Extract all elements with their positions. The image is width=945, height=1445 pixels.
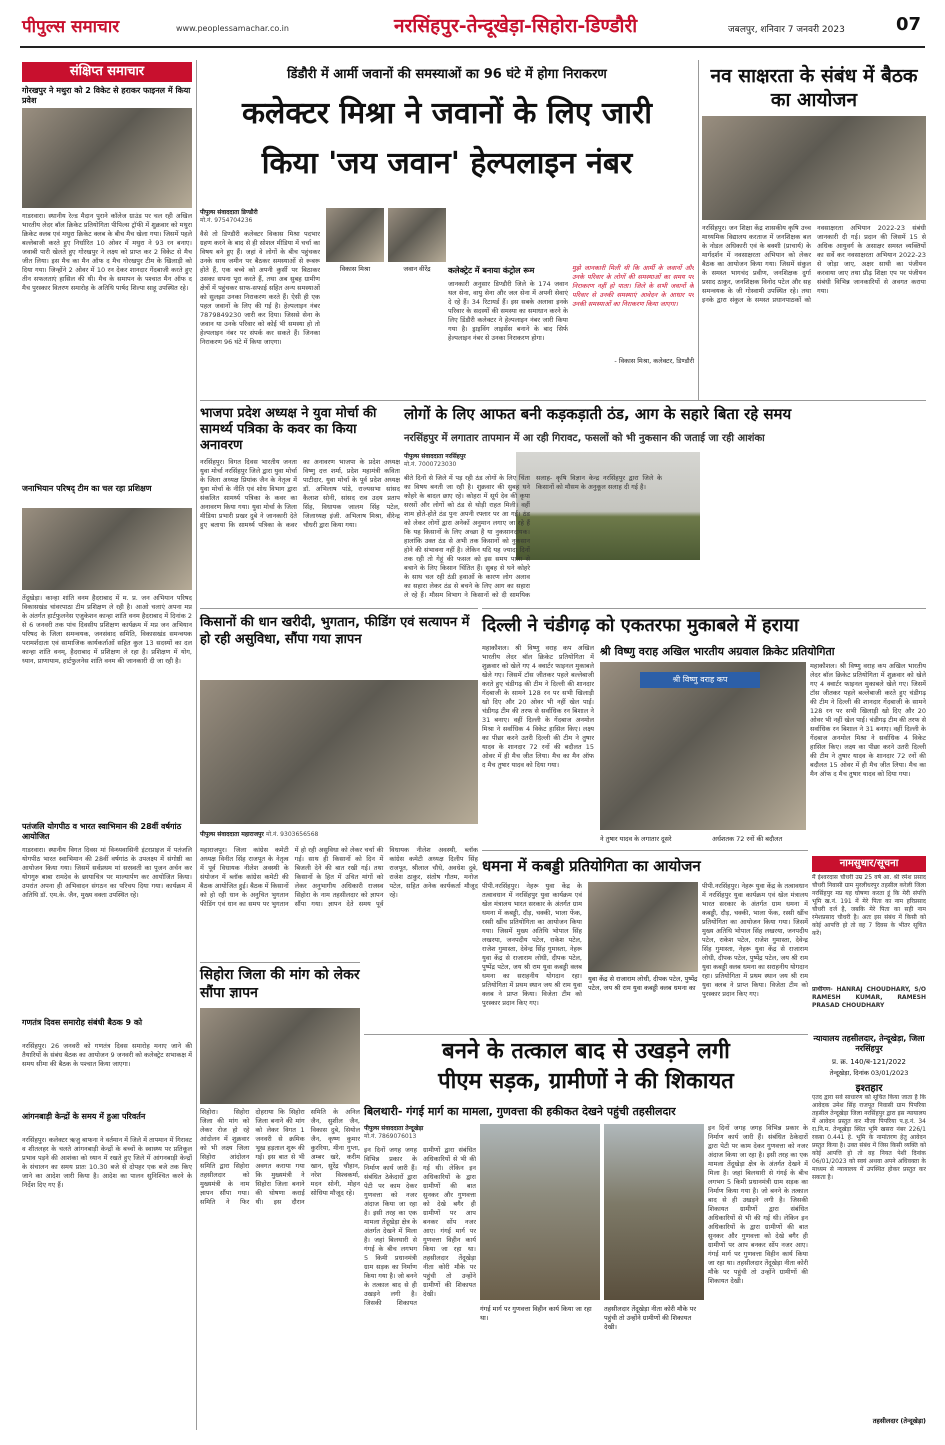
farmers-mobile: मो.नं. 9303656568 xyxy=(265,831,319,838)
road-body: इन दिनों जगह जगह विभिन्न प्रकार के निर्माण कार्य जारी हैं। संबंधित ठेकेदारों द्वारा पेटी पर काम देकर गुणवत्ता को नजर अंदाज किया जा रहा है। इसी तरह का एक मामला तेंदूखेड़ा क्षेत्र के अंतर्गत देखने में मिला है। जहां बिलथारी से गंगई के बीच लगभग 5 किमी प्रधानमंत्री ग्राम सड़क का निर्माण किया गया है। जो बनने के तत्काल बाद से ही उखड़ने लगी है। जिसकी शिकायत ग्रामीणों द्वारा संबंधित अधिकारियों से भी की गई थी। लेकिन इन अधिकारियों के द्वारा ग्रामीणों की बात सुनकर और गुणवत्ता को देखे बगैर ही ग्रामीणों पर आप बनकर सोंप नजर आए। गंगई मार्ग पर गुणवत्ता विहीन कार्य किया जा रहा था। तहसीलदार तेंदूखेड़ा नीता कोरी मौके पर पहुंची तो उन्होंने ग्रामीणों की शिकायत देखी। xyxy=(364,1146,476,1307)
lead-quote: मुझे जानकारी मिली थी कि आर्मी के जवानों और उनके परिवार के लोगों की समस्याओं का समय पर निराकरण नहीं हो पाता। जिले के सभी जवानों के परिवार से उनकी समस्याएं आवेदन के आधार पर उनकी समस्याओं का निराकरण किया जाएगा। xyxy=(572,264,694,308)
farmers-byline-place: महाराजपुर xyxy=(241,831,264,838)
farmers-headline: किसानों की धान खरीदी, भुगतान, फीडिंग एवं सत्यापन में हो रही असुविधा, सौंपा गया ज्ञापन xyxy=(200,615,470,647)
ishtehar-header: इश्तहार xyxy=(855,1083,883,1094)
brief-title-3: पतंजलि योगपीठ व भारत स्वाभिमान की 28वीं वर्षगांठ आयोजित xyxy=(22,822,182,841)
brief-body-5: नरसिंहपुर। कलेक्टर ऋजु बाफना ने वर्तमान में जिले में तापमान में गिरावट व शीतलहर के चलते आंगनबाड़ी केन्द्रों के बच्चों के स्वास्थ्य पर प्रतिकूल प्रभाव पड़ने की आशंका को ध्यान में रखते हुए जिले में आंगनबाड़ी केन्द्रों के संचालन का समय प्रातः 10.30 बजे से दोपहर एक बजे तक किए जाने का आदेश जारी किया है। आदेश का पालन सुनिश्चित करने के निर्देश दिए गए हैं। xyxy=(22,1136,192,1189)
literacy-body: नरसिंहपुर। जन शिक्षा केंद्र शासकीय कृषि उच्च माध्यमिक विद्यालय करताज में जनशिक्षक बल के नोडल अधिकारी एवं के बक्शी (प्राचार्य) के मार्गदर्शन में नवसाक्षरता अभियान को लेकर बैठक का आयोजन किया गया। जिसमें संकुल के समस्त भागचंद प्रवीण, जनशिक्षक दुर्गा प्रसाद ठाकुर, जनशिक्षक विनोद पटेल और सह समन्वयक के जी गोस्वामी उपस्थित रहे। तथा इनके द्वारा संकुल के समस्त प्रधानपाठकों को नवसाक्षरता अभियान 2022-23 संबंधी जानकारी दी गई। प्रदान की जिसमें 15 से अधिक आयुवर्ग के असाक्षर समस्त व्यक्तियों का सर्वे कर नवसाक्षरता अभियान 2022-23 से जोड़ा जाए, अक्षर साथी का पंजीयन करवाया जाए तथा प्रौढ़ शिक्षा एप पर पंजीयन संबंधी विभिन्न जानकारियों से अवगत कराया गया। xyxy=(702,224,926,304)
brief-title-1: गोरखपुर ने मथुरा को 2 विकेट से हराकर फाइनल में किया प्रवेश xyxy=(22,86,191,105)
left-column-rule xyxy=(196,60,197,1430)
farmers-body: महाराजपुर। जिला कांग्रेस कमेटी अध्यक्ष विनीत सिंह राजपूत के नेतृत्व में पूर्व विधायक नीलेश अवस्थी के संयोजन में ब्लॉक कांग्रेस कमेटी की बैठक आयोजित हुई। बैठक में किसानों को हो रही धान के अनुचित भुगतान फीडिंग एवं धान का समय पर भुगतान में हो रही असुविधा को लेकर चर्चा की गई। साथ ही किसानों को दिन में बिजली देने की बात रखी गई। तथा किसानों के हित में उचित मांगों को लेकर अनुभागीय अधिकारी राजस्व सिहोरा के नाम तहसीलदार को ज्ञापन सौंपा गया। ज्ञापन देते समय पूर्व विधायक नीलेश अवस्थी, ब्लॉक कांग्रेस कमेटी अध्यक्ष दिलीप सिंह राजपूत, श्रीलाल चौधे, अवधेश दुबे, राजेश ठाकुर, संतोष गौतम, मनोज पटेल, सहित अनेक कार्यकर्ता मौजूद रहे। xyxy=(200,846,478,908)
brief-body-3: गाडरवारा। स्थानीय विगत दिवस मां विन्ध्यवासिनी इंटरप्राइज में पतंजलि योगपीठ भारत स्वाभिमान की 28वीं वर्षगांठ के उपलक्ष्य में संगोष्ठी का आयोजन किया गया। जिसमें सर्वप्रथम मां सरस्वती का पूजन अर्चन कर योगगुरु बाबा रामदेव के छायाचित्र पर माल्यार्पण कर आयोजित किया। उपरांत अपना ही अभिवादन संगठन का परिचय दिया गया। कार्यक्रम में अतिथि डॉ. एम.के. जैन, मुख्य वक्ता उपस्थित रहे। xyxy=(22,846,192,899)
brief-title-4: गणतंत्र दिवस समारोह संबंधी बैठक 9 को xyxy=(22,1018,143,1027)
bjp-body: नरसिंहपुर। विगत दिवस भारतीय जनता युवा मोर्चा नरसिंहपुर जिले द्वारा युवा मोर्चा के जिला अध्यक्ष प्रियांक जैन के नेतृत्व में युवा मोर्चा के नीति एवं शोध विभाग द्वारा संकलित सामर्थ्य पत्रिका के कवर का अनावरण किया गया। युवा मोर्चा के जिला मीडिया प्रभारी प्रखर दुबे ने जानकारी देते हुए बताया कि सामर्थ्य पत्रिका के कवर का अनावरण भाजपा के प्रदेश अध्यक्ष विष्णु दत्त शर्मा, प्रदेश महामंत्री कविता पाटीदार, युवा मोर्चा के पूर्व प्रदेश अध्यक्ष डॉ. अभिलाष पांडे, राज्यसभा सांसद कैलाश सोनी, सांसद राव उदय प्रताप सिंह, विधायक जालम सिंह पटेल, जिलाध्यक्ष इंजी. अभिलाष मिश्रा, वीरेन्द्र चौधरी द्वारा किया गया। xyxy=(200,458,400,529)
soldier-portrait xyxy=(388,208,446,262)
sihora-photo xyxy=(200,1008,360,1104)
cricket-team-photo xyxy=(600,662,806,830)
bjp-headline: भाजपा प्रदेश अध्यक्ष ने युवा मोर्चा की सामर्थ्य पत्रिका के कवर का किया अनावरण xyxy=(200,406,377,453)
kabaddi-rule xyxy=(482,850,808,851)
collector-caption: विकास मिश्रा xyxy=(339,265,371,273)
farmers-rule xyxy=(200,608,478,609)
road-caption-left: गंगई मार्ग पर गुणवत्ता विहीन कार्य किया जा रहा था। xyxy=(480,1305,592,1322)
ishtehar-footer: तहसीलदार (तेन्दूखेड़ा) xyxy=(872,1417,926,1425)
cricket-subheadline: श्री विष्णु वराह अखिल भारतीय अग्रवाल क्रिकेट प्रतियोगिता xyxy=(600,645,835,658)
cold-headline: लोगों के लिए आफत बनी कड़कड़ाती ठंड, आग के सहारे बिता रहे समय xyxy=(404,405,792,423)
memorandum-photo xyxy=(200,680,478,824)
kabaddi-headline: धमना में कबड्डी प्रतियोगिता का आयोजन xyxy=(482,857,701,875)
road-photo-left xyxy=(480,1124,600,1300)
notice-signed: प्रार्थीगण- HANRAJ CHOUDHARY, S/O RAMESH KUMAR, RAMESH PRASAD CHOUDHARY xyxy=(812,986,926,1009)
road-headline-1: बनने के तत्काल बाद से उखड़ने लगी xyxy=(442,1039,730,1064)
sihora-body: सिहोरा। सिहोरा जिला की मांग को लेकर रोज हो रहे आंदोलन में शुक्रवार को भी लक्ष्य जिला सिहोरा आंदोलन समिति द्वारा सिहोरा तहसीलदार को मुख्यमंत्री के नाम ज्ञापन सौंपा गया। समिति ने फिर दोहराया कि सिहोरा जिला बनाने की मांग को लेकर विगत 1 जनवरी से क्रमिक भूख हड़ताल शुरू की गई। इस बात से भी अवगत कराया गया कि मुख्यमंत्री ने सिहोरा जिला बनाने की घोषणा कराई थी। इस दौरान समिति के अनिल जैन, सुशील जैन, विकास दुबे, सियोल जैन, कृष्ण कुमार कुररिया, मीना गुप्ता, अम्बर खरे, करीम खान, सुरेंद्र चौहान, नरेश विश्वकर्मा, मदन सोनी, मोहन सोधिया मौजूद रहे। xyxy=(200,1108,360,1206)
kabaddi-body: पीपी.नरसिंहपुर। नेहरू युवा केंद्र के तत्वावधान में नरसिंहपुर युवा कार्यक्रम एवं खेल मंत्रालय भारत सरकार के अंतर्गत ग्राम धमना में कबड्डी, दौड़, चक्की, भाला फेंक, रस्सी खींच प्रतियोगिता का आयोजन किया गया। जिसमें मुख्य अतिथि भोपाल सिंह लखरया, जनपदीय पटेल, राकेश पटेल, राजेश गुमास्ता, देवेन्द्र सिंह गुमास्ता, नेहरू युवा केंद्र से राजाराम लोधी, दीपक पटेल, पुष्पेंद्र पटेल, जय श्री राम युवा कबड्डी क्लब धमना का सराहनीय योगदान रहा। प्रतियोगिता में प्रथम स्थान जय श्री राम युवा क्लब ने प्राप्त किया। विजेता टीम को पुरस्कार प्रदान किए गए। xyxy=(482,882,582,1007)
road-caption-right: तहसीलदार तेंदूखेड़ा नीता कोरी मौके पर पहुंची तो उन्होंने ग्रामीणों की शिकायत देखी। xyxy=(604,1305,697,1331)
brief-title-2: जनाभियान परिषद् टीम का चल रहा प्रशिक्षण xyxy=(22,484,152,493)
lead-quote-box xyxy=(572,264,694,380)
collector-portrait xyxy=(326,208,384,262)
lead-rule xyxy=(698,60,699,400)
road-rule xyxy=(364,1034,808,1035)
road-byline-place: तेन्दूखेड़ा xyxy=(405,1125,424,1132)
road-headline-2: पीएम सड़क, ग्रामीणों ने की शिकायत xyxy=(438,1069,734,1094)
lead-quote-author: - विकास मिश्रा, कलेक्टर, डिण्डौरी xyxy=(614,357,694,365)
road-body-2: इन दिनों जगह जगह विभिन्न प्रकार के निर्माण कार्य जारी हैं। संबंधित ठेकेदारों द्वारा पेटी पर काम देकर गुणवत्ता को नजर अंदाज किया जा रहा है। इसी तरह का एक मामला तेंदूखेड़ा क्षेत्र के अंतर्गत देखने में मिला है। जहां बिलथारी से गंगई के बीच लगभग 5 किमी प्रधानमंत्री ग्राम सड़क का निर्माण किया गया है। जो बनने के तत्काल बाद से ही उखड़ने लगी है। जिसकी शिकायत ग्रामीणों द्वारा संबंधित अधिकारियों से भी की गई थी। लेकिन इन अधिकारियों के द्वारा ग्रामीणों की बात सुनकर और गुणवत्ता को देखे बगैर ही ग्रामीणों पर आप बनकर सोंप नजर आए। गंगई मार्ग पर गुणवत्ता विहीन कार्य किया जा रहा था। तहसीलदार तेंदूखेड़ा नीता कोरी मौके पर पहुंची तो उन्होंने ग्रामीणों की शिकायत देखी। xyxy=(708,1124,808,1285)
cricket-headline: दिल्ली ने चंडीगढ़ को एकतरफा मुकाबले में हराया xyxy=(482,615,799,636)
ishtehar-date: तेन्दूखेड़ा, दिनांक 03/01/2023 xyxy=(829,1069,909,1077)
brief-body-4: नरसिंहपुर। 26 जनवरी को गणतंत्र दिवस समारोह मनाए जाने की तैयारियों के संबंध बैठक का आयोजन 9 जनवरी को कलेक्ट्रेट सभाकक्ष में समय सीमा की बैठक के पश्चात किया जाएगा। xyxy=(22,1042,192,1068)
farmers-byline-name: पीपुल्स संवाददाता xyxy=(200,831,240,838)
lead-kicker: डिंडौरी में आर्मी जवानों की समस्याओं का 96 घंटे में होगा निराकरण xyxy=(287,67,607,82)
road-byline xyxy=(364,1124,476,1140)
page-number: 07 xyxy=(896,14,922,35)
cold-body: बीते दिनों से जिले में पड़ रही ठंड लोगों के लिए चिंता का विषय बनती जा रही है। शुक्रवार की सुबह घने कोहरे के बादल छाए रहे। कोहरा में सूर्य देव की कृपा सरसों और लोगों को ठंड से थोड़ी राहत मिली। वहीं शाम होते-होते ठंड पुनः अपनी रफ्तार पर आ गई। ठंड को लेकर लोगों द्वारा अनेकों अनुमान लगाए जा रहे हैं कि यह किसानों के लिए अच्छा है या नुकसानदायक। हालांकि उक्त ठंड से अभी तक किसानों को नुकसान होने की संभावना नहीं है। लेकिन यदि यह ज्यादा दिनों तक रही तो गेहूं की फसल को इस समय पाला से बचाने के लिए किसान चिंतित हैं। सुबह से घने कोहरे के साथ चल रही ठंडी हवाओं के कारण लोग अलाव का सहारा लेकर ठंड से बचने के लिए आग का सहारा ले रहे हैं। मौसम विभाग ने किसानों को दी सामयिक सलाह- कृषि विज्ञान केन्द्र नरसिंहपुर द्वारा जिले के किसानों को मौसम के अनुकूल सलाह दी गई है। xyxy=(404,474,662,599)
cricket-banner: श्री विष्णु वराह कप xyxy=(640,672,760,688)
cricket-caption-left: ने तुषार यादव के लगातार दूसरे xyxy=(600,835,672,843)
brand-logo: पीपुल्स समाचार xyxy=(22,17,120,37)
brief-header: संक्षिप्त समाचार xyxy=(22,62,192,82)
road-photo-right xyxy=(604,1124,704,1300)
masthead-rule xyxy=(20,46,925,48)
dateline: जबलपुर, शनिवार 7 जनवरी 2023 xyxy=(728,25,845,35)
cricket-rule xyxy=(482,608,926,609)
cold-byline-name: पीपुल्स संवाददाता xyxy=(404,453,444,460)
road-subheadline: बिलथारी- गंगई मार्ग का मामला, गुणवत्ता की हकीकत देखने पहुंची तहसीलदार xyxy=(364,1105,676,1118)
brief-body-1: गाडरवारा। स्थानीय रेल्ड मैदान पुराने कॉलेज ग्राउंड पर चल रही अखिल भारतीय लेदर बॉल क्रिकेट प्रतियोगिता पीपिल्स ट्रॉफी में शुक्रवार को मथुरा क्रिकेट क्लब एवं मथुरा क्रिकेट क्लब के बीच मैच खेला गया। जिसमें पहले बल्लेबाजी करते हुए निर्धारित 10 ओवर में मथुरा ने 93 रन बनाए। जवाबी पारी खेलते हुए गोरखपुर ने लक्ष्य को प्राप्त कर 2 विकेट से मैच जीत लिया। इस मैच का मैन ऑफ द मैच गोरखपुर टीम के खिलाड़ी को दिया गया। जिन्होंने 2 ओवर में 10 रन देकर शानदार गेंदबाजी करते हुए तीन सफलताएं हासिल की थी। मैच के समापन के पश्चात मैन ऑफ द मैच पुरस्कार वितरण समारोह के अतिथि पार्षद शिल्पा साहू उपस्थित रहे। xyxy=(22,212,192,292)
notice-header: नामसुधार/सूचना xyxy=(812,856,926,872)
soldier-caption: जवान वीरेंद्र xyxy=(403,265,431,273)
sihora-headline: सिहोरा जिला की मांग को लेकर सौंपा ज्ञापन xyxy=(200,967,360,1001)
lead-headline-1: कलेक्टर मिश्रा ने जवानों के लिए जारी xyxy=(241,96,653,131)
notice-body: मैं ईश्वरदास चौधरी उम्र 25 वर्ष आ. श्री रमेश प्रसाद चौधरी निवासी ग्राम मुरलीधरपुर तहसील करेली जिला नरसिंहपुर मप्र यह घोषणा करता हूं कि मेरी संपत्ति भूमि ख.नं. 191 में मेरे पिता का नाम हरिप्रसाद चौधरी दर्ज है, जबकि मेरे पिता का सही नाम रमेशप्रसाद चौधरी है। अतः इस संबंध में किसी को कोई आपत्ति हो तो वह 7 दिवस के भीतर सूचित करें। xyxy=(812,874,926,937)
masthead xyxy=(0,0,945,58)
lead-byline xyxy=(200,208,320,224)
road-byline-name: पीपुल्स संवाददाता xyxy=(364,1125,404,1132)
ishtehar-case: प्र. क्र. 140/ब-121/2022 xyxy=(831,1058,907,1066)
lead-body: वैसे तो डिण्डौरी कलेक्टर विकास मिश्रा पदभार ग्रहण करने के बाद से ही सोशल मीडिया में चर्चा का विषय बने हुए हैं। जहां वे लोगों के बीच पहुंचकर उनके साथ जमीन पर बैठकर समस्याओं से रूबरू होते हैं, एक बच्चे को अपनी कुर्सी पर बिठाकर उसका सपना पूरा करते हैं, तथा अब सुबह ग्रामीण क्षेत्रों में पहुंचकर साफ-सफाई सहित अन्य समस्याओं को सुलझा उनका निराकरण करते हैं। ऐसी ही एक पहल जवानों के लिए की गई है। हेल्पलाइन नंबर 7879849230 जारी कर दिया। जिससे सेना के जवान या उनके परिवार को कोई भी समस्या हो तो हेल्पलाइन नंबर पर संपर्क कर सकते हैं। जिनका निराकरण 96 घंटे में किया जाएगा। xyxy=(200,230,320,346)
meeting-photo xyxy=(702,116,926,220)
cold-mobile: मो.नं. 7000723030 xyxy=(404,461,457,468)
trophy-photo xyxy=(22,108,192,208)
lead-headline-2: किया 'जय जवान' हेल्पलाइन नंबर xyxy=(261,146,633,181)
cricket-caption-right: अर्धशतक 72 रनों की बदौलत xyxy=(712,835,783,843)
ishtehar-body: एतद द्वारा सर्व साधारण को सूचित किया जाता है कि आवेदक उमेश सिंह राजपूत निवासी ग्राम पिपरिया तहसील तेन्दूखेड़ा जिला नरसिंहपुर द्वारा इस न्यायालय में आवेदन प्रस्तुत कर मौजा पिपरिया प.ह.नं. 34 रा.नि.म. तेन्दूखेड़ा स्थित भूमि खसरा नंबर 226/1 रकबा 0.441 हे. भूमि के नामांतरण हेतु आवेदन प्रस्तुत किया है। उक्त संबंध में जिस किसी व्यक्ति को कोई आपत्ति हो तो वह नियत पेशी दिनांक 06/01/2023 को स्वयं अथवा अपने अधिवक्ता के माध्यम से न्यायालय में उपस्थित होकर प्रस्तुत कर सकता है। xyxy=(812,1094,926,1181)
cricket-body: महाकौशल। श्री विष्णु वराह कप अखिल भारतीय लेदर बॉल क्रिकेट प्रतियोगिता में शुक्रवार को खेले गए 4 क्वार्टर फाइनल मुकाबले खेले गए। जिसमें टॉस जीतकर पहले बल्लेबाजी करते हुए चंडीगढ़ की टीम ने दिल्ली की शानदार गेंदबाजी के सामने 128 रन पर सभी खिलाड़ी खो दिए और 20 ओवर भी नहीं खेल पाई। चंडीगढ़ टीम की तरफ से सर्वाधिक रन बिशाल ने 31 बनाए। वहीं दिल्ली के गेंदबाज अनमोल मिश्रा ने सर्वाधिक 4 विकेट हासिल किए। लक्ष्य का पीछा करने उतरी दिल्ली की टीम ने तुषार यादव के शानदार 72 रनों की बदौलत 15 ओवर में ही मैच जीत लिया। मैच का मैन ऑफ द मैच तुषार यादव को दिया गया। xyxy=(482,644,594,769)
training-photo xyxy=(22,508,192,590)
cold-byline xyxy=(404,452,516,468)
brief-body-2: तेंदूखेड़ा। कान्हा शांति वनम हैदराबाद में म. प्र. जन अभियान परिषद विकासखंड चांवरपाठा टीम प्रशिक्षण ले रही है। आओ चलाएं अपना मप्र के अंतर्गत हार्टफुलनेस एजुकेशन कान्हा शांति वनम हैदराबाद में दिनांक 2 से 6 जनवरी तक पांच दिवसीय प्रशिक्षण कार्यक्रम में मप्र जन अभियान परिषद के जिला समन्वयक, जनसंवाद समिति, विकासखंड समन्वयक परामर्शदाता एवं सामाजिक कार्यकर्ताओं सहित कुल 13 सदस्यों का दल कान्हा शांति वनम्, हैदराबाद में प्रशिक्षण ले रहा है। प्रशिक्षण में योग, ध्यान, प्राणायाम, हार्टफुलनेस शांति वनम की जानकारी दी जा रही है। xyxy=(22,594,192,665)
bjp-rule xyxy=(200,400,926,401)
lead-mobile: मो.नं. 9754704236 xyxy=(200,217,253,224)
kabaddi-body-2: पीपी.नरसिंहपुर। नेहरू युवा केंद्र के तत्वावधान में नरसिंहपुर युवा कार्यक्रम एवं खेल मंत्रालय भारत सरकार के अंतर्गत ग्राम धमना में कबड्डी, दौड़, चक्की, भाला फेंक, रस्सी खींच प्रतियोगिता का आयोजन किया गया। जिसमें मुख्य अतिथि भोपाल सिंह लखरया, जनपदीय पटेल, राकेश पटेल, राजेश गुमास्ता, देवेन्द्र सिंह गुमास्ता, नेहरू युवा केंद्र से राजाराम लोधी, दीपक पटेल, पुष्पेंद्र पटेल, जय श्री राम युवा कबड्डी क्लब धमना का सराहनीय योगदान रहा। प्रतियोगिता में प्रथम स्थान जय श्री राम युवा क्लब ने प्राप्त किया। विजेता टीम को पुरस्कार प्रदान किए गए। xyxy=(702,882,808,998)
lead-byline-name: पीपुल्स संवाददाता xyxy=(200,209,240,216)
farmers-byline xyxy=(200,830,478,838)
road-mobile: मो.नं. 7869076013 xyxy=(364,1133,417,1140)
ishtehar-court: न्यायालय तहसीलदार, तेन्दूखेड़ा, जिला नरसिंहपुर xyxy=(813,1034,925,1053)
literacy-headline: नव साक्षरता के संबंध में बैठक का आयोजन xyxy=(710,65,918,111)
sihora-rule xyxy=(200,962,360,963)
cold-subheadline: नरसिंहपुर में लगातार तापमान में आ रही गिरावट, फसलों को भी नुकसान की जताई जा रही आशंका xyxy=(404,433,765,444)
website-url[interactable]: www.peoplessamachar.co.in xyxy=(176,24,289,33)
lead-subhead: कलेक्ट्रेट में बनाया कंट्रोल रूम xyxy=(448,266,535,275)
cold-byline-place: नरसिंहपुर xyxy=(445,453,466,460)
cricket-body-2: महाकौशल। श्री विष्णु वराह कप अखिल भारतीय लेदर बॉल क्रिकेट प्रतियोगिता में शुक्रवार को खेले गए 4 क्वार्टर फाइनल मुकाबले खेले गए। जिसमें टॉस जीतकर पहले बल्लेबाजी करते हुए चंडीगढ़ की टीम ने दिल्ली की शानदार गेंदबाजी के सामने 128 रन पर सभी खिलाड़ी खो दिए और 20 ओवर भी नहीं खेल पाई। चंडीगढ़ टीम की तरफ से सर्वाधिक रन बिशाल ने 31 बनाए। वहीं दिल्ली के गेंदबाज अनमोल मिश्रा ने सर्वाधिक 4 विकेट हासिल किए। लक्ष्य का पीछा करने उतरी दिल्ली की टीम ने तुषार यादव के शानदार 72 रनों की बदौलत 15 ओवर में ही मैच जीत लिया। मैच का मैन ऑफ द मैच तुषार यादव को दिया गया। xyxy=(810,662,926,778)
lead-body-2: जानकारी अनुसार डिण्डौरी जिले के 174 जवान थल सेना, वायु सेना और जल सेना में अपनी सेवाएं दे रहे हैं। 34 रिटायर्ड हैं। इस सबके अलावा इनके परिवार के सदस्यों की समस्या का समाधान करने के लिए डिंडौरी कलेक्टर ने हेल्पलाइन नंबर जारी किया गया है। ड्राइविंग लाइसेंस बनाने के बाद सिर्फ हेल्पलाइन नंबर से उनका निराकरण होगा। xyxy=(448,280,568,342)
kabaddi-caption: युवा केंद्र से राजाराम लोधी, दीपक पटेल, पुष्पेंद्र पटेल, जय श्री राम युवा कबड्डी क्लब धमना का xyxy=(588,975,698,992)
brief-title-5: आंगनबाड़ी केन्द्रों के समय में हुआ परिवर्तन xyxy=(22,1112,146,1121)
kabaddi-photo xyxy=(588,882,698,972)
edition-title: नरसिंहपुर-तेन्दूखेड़ा-सिहोरा-डिण्डौरी xyxy=(394,15,638,37)
lead-byline-place: डिण्डौरी xyxy=(241,209,258,216)
